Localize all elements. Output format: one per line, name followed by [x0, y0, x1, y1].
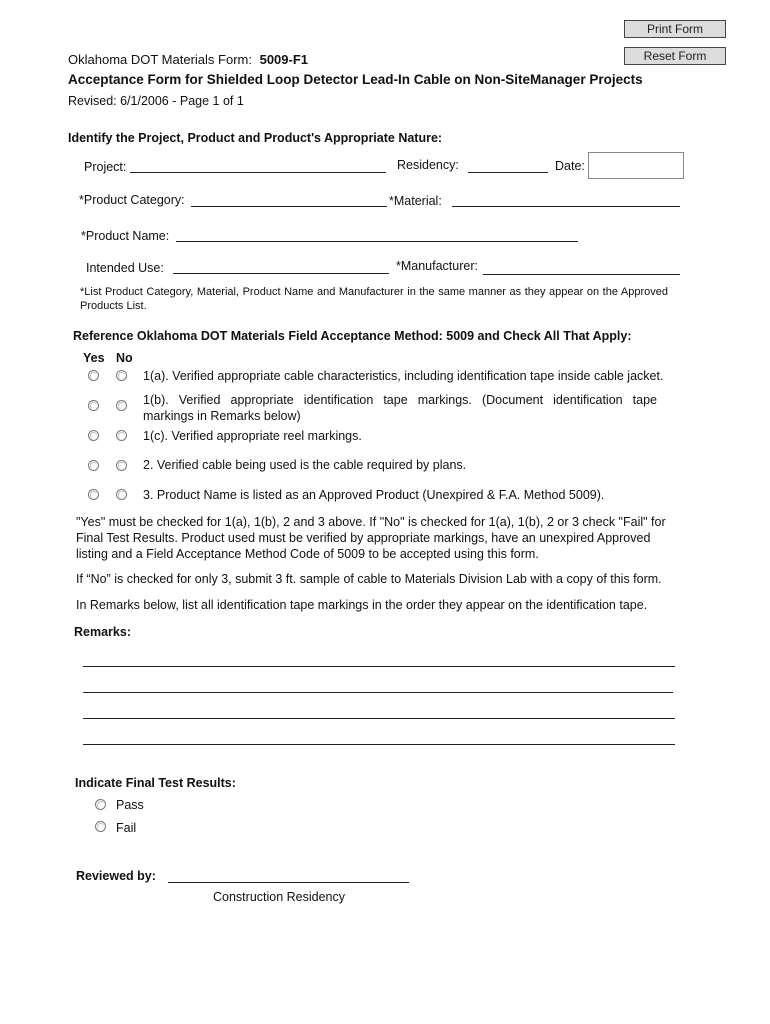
item-2-text: 2. Verified cable being used is the cable required by plans.: [143, 458, 467, 472]
intended-use-label: Intended Use:: [86, 261, 164, 275]
construction-residency-caption: Construction Residency: [213, 890, 346, 904]
material-field[interactable]: [452, 206, 680, 207]
item-3-yes-radio[interactable]: [88, 489, 99, 500]
item-3-no-radio[interactable]: [116, 489, 127, 500]
item-1b-text: 1(b). Verified appropriate identification tape markings. (Document identification tape markings in Remarks below): [143, 393, 657, 423]
instructions-paragraph-3: In Remarks below, list all identification tape markings in the order they appear on the identification tape.: [76, 598, 648, 612]
product-name-label: *Product Name:: [81, 229, 170, 243]
reviewed-by-label: Reviewed by:: [76, 869, 156, 883]
item-1c-no-radio[interactable]: [116, 430, 127, 441]
form-header: [68, 52, 308, 67]
remarks-line-3[interactable]: [83, 718, 675, 719]
item-1a-no-radio[interactable]: [116, 370, 127, 381]
instructions-paragraph-1: "Yes" must be checked for 1(a), 1(b), 2 and 3 above. If "No" is checked for 1(a), 1(b), 2 or 3 check "Fail" for Final Test Results. Product used must be verified by appropriate markings, have an unexpired Approved listing and a Field Acceptance Method Code of 5009 to be accepted using this form.: [76, 515, 666, 561]
final-results-heading: Indicate Final Test Results:: [75, 776, 236, 790]
date-field[interactable]: [588, 152, 684, 179]
reference-heading: Reference Oklahoma DOT Materials Field Acceptance Method: 5009 and Check All That Apply:: [73, 329, 632, 343]
item-1c-text: 1(c). Verified appropriate reel markings.: [143, 429, 362, 443]
pass-radio[interactable]: [95, 799, 106, 810]
residency-label: Residency:: [397, 158, 459, 172]
item-1b-no-radio[interactable]: [116, 400, 127, 411]
remarks-line-4[interactable]: [83, 744, 675, 745]
fail-radio[interactable]: [95, 821, 106, 832]
item-1c-yes-radio[interactable]: [88, 430, 99, 441]
product-list-note: *List Product Category, Material, Product Name and Manufacturer in the same manner as they appear on the Approved Products List.: [80, 286, 668, 312]
reviewed-by-field[interactable]: [168, 882, 409, 883]
material-label: *Material:: [389, 194, 442, 208]
product-category-field[interactable]: [191, 206, 387, 207]
item-2-yes-radio[interactable]: [88, 460, 99, 471]
product-name-field[interactable]: [176, 241, 578, 242]
instructions-paragraph-2: If “No” is checked for only 3, submit 3 ft. sample of cable to Materials Division Lab with a copy of this form.: [76, 572, 662, 586]
revised-date: Revised: 6/1/2006 - Page 1 of 1: [68, 94, 244, 108]
item-1b-yes-radio[interactable]: [88, 400, 99, 411]
remarks-line-1[interactable]: [83, 666, 675, 667]
form-title: Acceptance Form for Shielded Loop Detector Lead-In Cable on Non-SiteManager Projects: [68, 72, 643, 87]
item-1a-yes-radio[interactable]: [88, 370, 99, 381]
project-label: Project:: [84, 160, 127, 174]
identify-heading: Identify the Project, Product and Product's Appropriate Nature:: [68, 131, 443, 145]
remarks-label: Remarks:: [74, 625, 131, 639]
remarks-line-2[interactable]: [83, 692, 673, 693]
manufacturer-label: *Manufacturer:: [396, 259, 478, 273]
yes-column-label: Yes: [83, 351, 105, 365]
project-field[interactable]: [130, 172, 386, 173]
item-3-text: 3. Product Name is listed as an Approved Product (Unexpired & F.A. Method 5009).: [143, 488, 605, 502]
manufacturer-field[interactable]: [483, 274, 680, 275]
residency-field[interactable]: [468, 172, 548, 173]
fail-label: Fail: [116, 821, 137, 835]
form-number: 5009-F1: [259, 52, 309, 67]
reset-form-button[interactable]: Reset Form: [624, 47, 726, 65]
no-column-label: No: [116, 351, 133, 365]
intended-use-field[interactable]: [173, 273, 389, 274]
item-2-no-radio[interactable]: [116, 460, 127, 471]
item-1a-text: 1(a). Verified appropriate cable characteristics, including identification tape inside cable jacket.: [143, 369, 664, 383]
form-prefix: Oklahoma DOT Materials Form:: [68, 52, 252, 67]
date-label: Date:: [555, 159, 585, 173]
product-category-label: *Product Category:: [79, 193, 185, 207]
pass-label: Pass: [116, 798, 144, 812]
print-form-button[interactable]: Print Form: [624, 20, 726, 38]
